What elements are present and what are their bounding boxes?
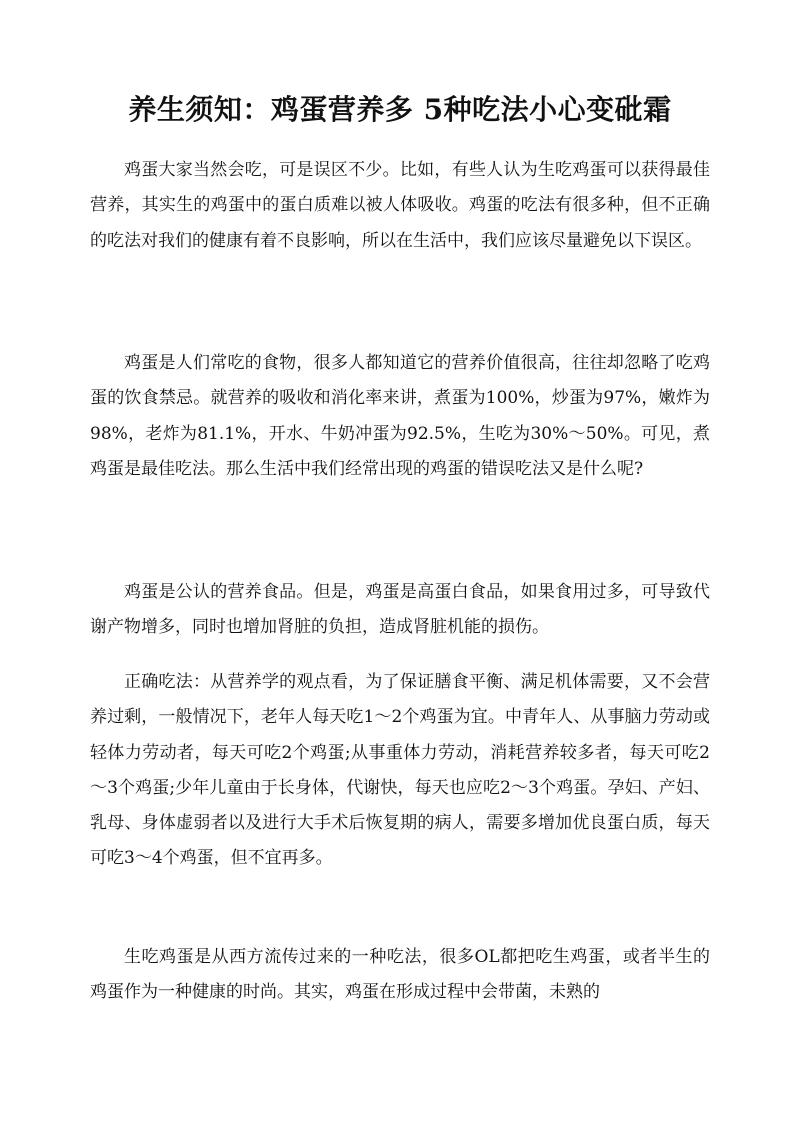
paragraph-raw-eggs: 生吃鸡蛋是从西方流传过来的一种吃法，很多OL都把吃生鸡蛋，或者半生的鸡蛋作为一种健康的时尚。其实，鸡蛋在形成过程中会带菌，未熟的 bbox=[90, 947, 710, 1003]
document-title: 养生须知：鸡蛋营养多 5种吃法小心变砒霜 bbox=[128, 93, 672, 126]
paragraph-absorption-rates: 鸡蛋是人们常吃的食物，很多人都知道它的营养价值很高，往往却忽略了吃鸡蛋的饮食禁忌。就营养的吸收和消化率来讲，煮蛋为100%，炒蛋为97%，嫩炸为98%，老炸为81.1%，开水、牛奶冲蛋为92.5%，生吃为30%～50%。可见，煮鸡蛋是最佳吃法。那么生活中我们经常出现的鸡蛋的错误吃法又是什么呢? bbox=[90, 353, 710, 479]
paragraph-intro: 鸡蛋大家当然会吃，可是误区不少。比如，有些人认为生吃鸡蛋可以获得最佳营养，其实生的鸡蛋中的蛋白质难以被人体吸收。鸡蛋的吃法有很多种，但不正确的吃法对我们的健康有着不良影响，所以在生活中，我们应该尽量避免以下误区。 bbox=[90, 160, 710, 251]
paragraph-correct-method: 正确吃法：从营养学的观点看，为了保证膳食平衡、满足机体需要，又不会营养过剩，一般情况下，老年人每天吃1～2个鸡蛋为宜。中青年人、从事脑力劳动或轻体力劳动者，每天可吃2个鸡蛋;从事重体力劳动，消耗营养较多者，每天可吃2～3个鸡蛋;少年儿童由于长身体，代谢快，每天也应吃2～3个鸡蛋。孕妇、产妇、乳母、身体虚弱者以及进行大手术后恢复期的病人，需要多增加优良蛋白质，每天可吃3～4个鸡蛋，但不宜再多。 bbox=[90, 672, 710, 869]
paragraph-protein-overload: 鸡蛋是公认的营养食品。但是，鸡蛋是高蛋白食品，如果食用过多，可导致代谢产物增多，同时也增加肾脏的负担，造成肾脏机能的损伤。 bbox=[90, 582, 710, 638]
